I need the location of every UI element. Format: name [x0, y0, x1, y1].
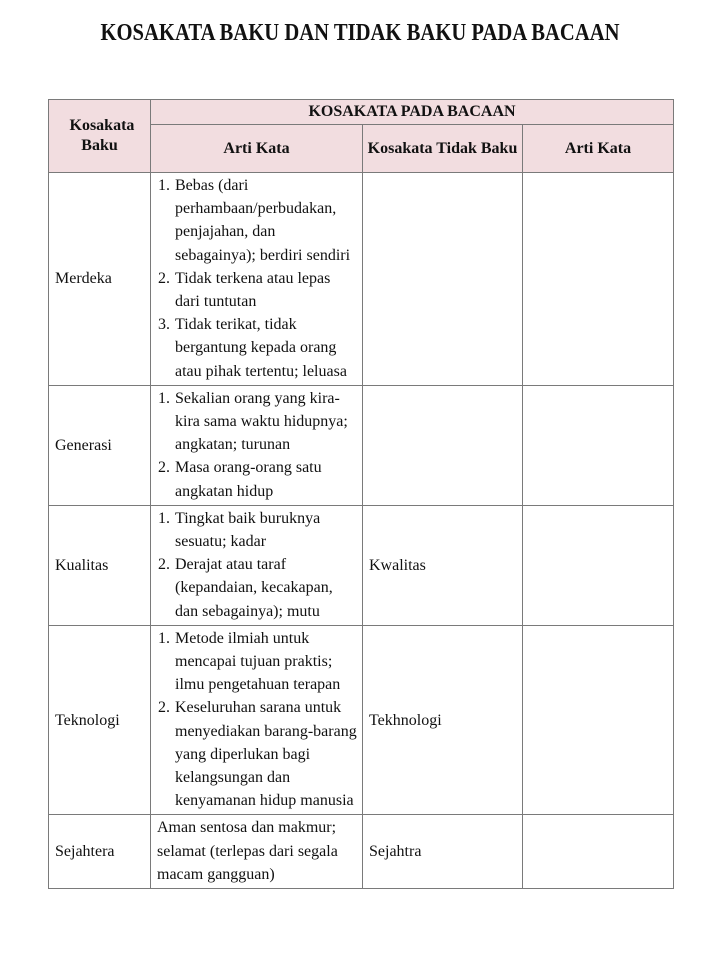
- column-header-kosakata-baku: Kosakata Baku: [49, 100, 151, 173]
- meaning-item: 3. Tidak terikat, tidak bergantung kepada orang atau pihak tertentu; leluasa: [158, 316, 347, 380]
- meaning-tidak-baku: [523, 505, 674, 625]
- table-row: [49, 385, 674, 505]
- meaning-item: 2. Masa orang-orang satu angkatan hidup: [158, 459, 322, 500]
- meaning-item: 1. Bebas (dari perhambaan/perbudakan, penjajahan, dan sebagainya); berdiri sendiri: [158, 177, 351, 264]
- word-tidak-baku: [363, 173, 523, 386]
- table-row: [49, 815, 674, 889]
- meaning-tidak-baku: [523, 385, 674, 505]
- group-header: KOSAKATA PADA BACAAN: [151, 100, 674, 125]
- word-baku: Generasi: [49, 385, 151, 505]
- meaning-item: 1. Sekalian orang yang kira-kira sama waktu hidupnya; angkatan; turunan: [158, 389, 348, 454]
- document-title: KOSAKATA BAKU DAN TIDAK BAKU PADA BACAAN: [100, 20, 620, 46]
- meaning-cell: [151, 173, 363, 386]
- meaning-item: 2. Keseluruhan sarana untuk menyediakan barang-barang yang diperlukan bagi kelangsungan dan kenyamanan hidup manusia: [158, 699, 357, 810]
- column-header-arti-kata-2: Arti Kata: [523, 125, 674, 173]
- word-tidak-baku: Tekhnologi: [363, 625, 523, 815]
- word-tidak-baku: [363, 385, 523, 505]
- word-baku: Kualitas: [49, 505, 151, 625]
- meaning-cell: [151, 385, 363, 505]
- meaning-item: 2. Tidak terkena atau lepas dari tuntutan: [158, 269, 331, 311]
- table-row: [49, 173, 674, 386]
- column-header-arti-kata: Arti Kata: [151, 125, 363, 173]
- word-baku: Teknologi: [49, 625, 151, 815]
- word-tidak-baku: Kwalitas: [363, 505, 523, 625]
- meaning-cell: [151, 815, 363, 889]
- vocabulary-table: [48, 99, 674, 889]
- word-baku: Sejahtera: [49, 815, 151, 889]
- meaning-item: 1. Metode ilmiah untuk mencapai tujuan praktis; ilmu pengetahuan terapan: [158, 629, 341, 694]
- table-row: [49, 625, 674, 815]
- meaning-item: 1. Tingkat baik buruknya sesuatu; kadar: [158, 509, 321, 551]
- column-header-kosakata-tidak-baku: Kosakata Tidak Baku: [363, 125, 523, 173]
- meaning-cell: [151, 625, 363, 815]
- meaning-cell: [151, 505, 363, 625]
- table-row: [49, 505, 674, 625]
- meaning-item: 2. Derajat atau taraf (kepandaian, kecakapan, dan sebagainya); mutu: [158, 556, 333, 620]
- word-baku: Merdeka: [49, 173, 151, 386]
- meaning-tidak-baku: [523, 173, 674, 386]
- meaning-text: Aman sentosa dan makmur; selamat (terlepas dari segala macam gangguan): [157, 819, 338, 883]
- word-tidak-baku: Sejahtra: [363, 815, 523, 889]
- meaning-tidak-baku: [523, 815, 674, 889]
- meaning-tidak-baku: [523, 625, 674, 815]
